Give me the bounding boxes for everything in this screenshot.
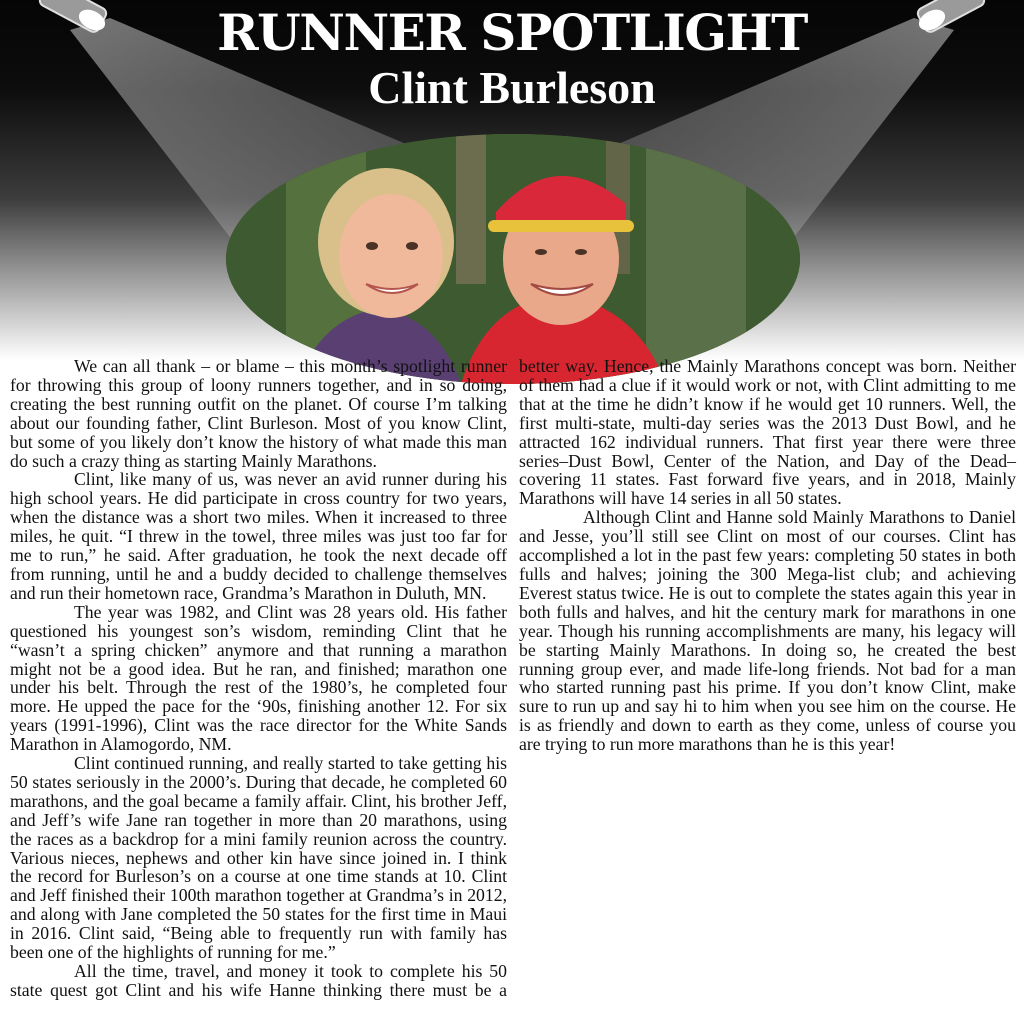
article-paragraph-4: Clint continued running, and really started to take getting his 50 states seriously in the 2000’s. During that decade, he completed 60 marathons, and the goal became a family affair. Clint, his brother Jeff, and Jeff’s wife Jane ran together in more than 20 marathons, using the races as a backdrop for a mini family reunion across the country. Various nieces, nephews and other kin have since joined in. I think the record for Burleson’s on a course at one time stands at 10. Clint and Jeff finished their 100th marathon together at Grandma’s in 2012, and along with Jane completed the 50 states for the first time in Maui in 2016. Clint said, “Being able to frequently run with family has been one of the highlights of running for me.” — [10, 753, 507, 963]
page-title: RUNNER SPOTLIGHT — [217, 3, 807, 62]
article-paragraph-3: The year was 1982, and Clint was 28 years old. His father questioned his youngest son’s wisdom, reminding Clint that he “wasn’t a spring chicken” anymore and that running a marathon might not be a good idea. But he ran, and finished; marathon one under his belt. Through the rest of the 1980’s, he completed four more. He upped the pace for the ‘90s, finishing another 12. For six years (1991-1996), Clint was the race director for the White Sands Marathon in Alamogordo, NM. — [10, 601, 507, 755]
couple-portrait-illustration — [226, 134, 800, 384]
runner-name: Clint Burleson — [368, 62, 656, 113]
article-paragraph-5: All the time, travel, and money it took to complete his 50 state quest got Clint and his wife Hanne thinking there must be a better way. Hence, the Mainly Marathons concept was born. Neither of them had a clue if it would work or not, with Clint admitting to me that at the time he didn’t know if he would get 10 runners. Well, the first multi-state, multi-day series was the 2013 Dust Bowl, and he attracted 162 individual runners. That first year there were three series–Dust Bowl, Center of the Nation, and Day of the Dead–covering 11 states. Fast forward five years, and in 2018, Mainly Marathons will have 14 series in all 50 states. — [10, 356, 1016, 1000]
article-paragraph-1: We can all thank – or blame – this month’s spotlight runner for throwing this group of loony runners together, and in so doing, creating the best running outfit on the planet. Of course I’m talking about our founding father, Clint Burleson. Most of you know Clint, but some of you likely don’t know the history of what made this man do such a crazy thing as starting Mainly Marathons. — [10, 356, 507, 471]
article-body — [10, 357, 1016, 1017]
article-paragraph-6: Although Clint and Hanne sold Mainly Marathons to Daniel and Jesse, you’ll still see Clint on most of our courses. Clint has accomplished a lot in the past few years: completing 50 states in both fulls and halves; joining the 300 Mega-list club; and achieving Everest status twice. He is out to complete the states again this year in both fulls and halves, and hit the century mark for marathons in one year. Though his running accomplishments are many, his legacy will be starting Mainly Marathons. In doing so, he created the best running group ever, and made life-long friends. Not bad for a man who started running past his prime. If you don’t know Clint, make sure to run up and say hi to him when you see him on the course. He is as friendly and down to earth as they come, unless of course you are trying to run more marathons than he is this year! — [519, 507, 1016, 755]
runner-photo — [226, 134, 800, 384]
article-paragraph-2: Clint, like many of us, was never an avid runner during his high school years. He did participate in cross country for two years, when the distance was a short two miles. When it increased to three miles, he quit. “I threw in the towel, three miles was just too far for me to run,” he said. After graduation, he took the next decade off from running, until he and a buddy decided to challenge themselves and run their hometown race, Grandma’s Marathon in Duluth, MN. — [10, 469, 507, 603]
